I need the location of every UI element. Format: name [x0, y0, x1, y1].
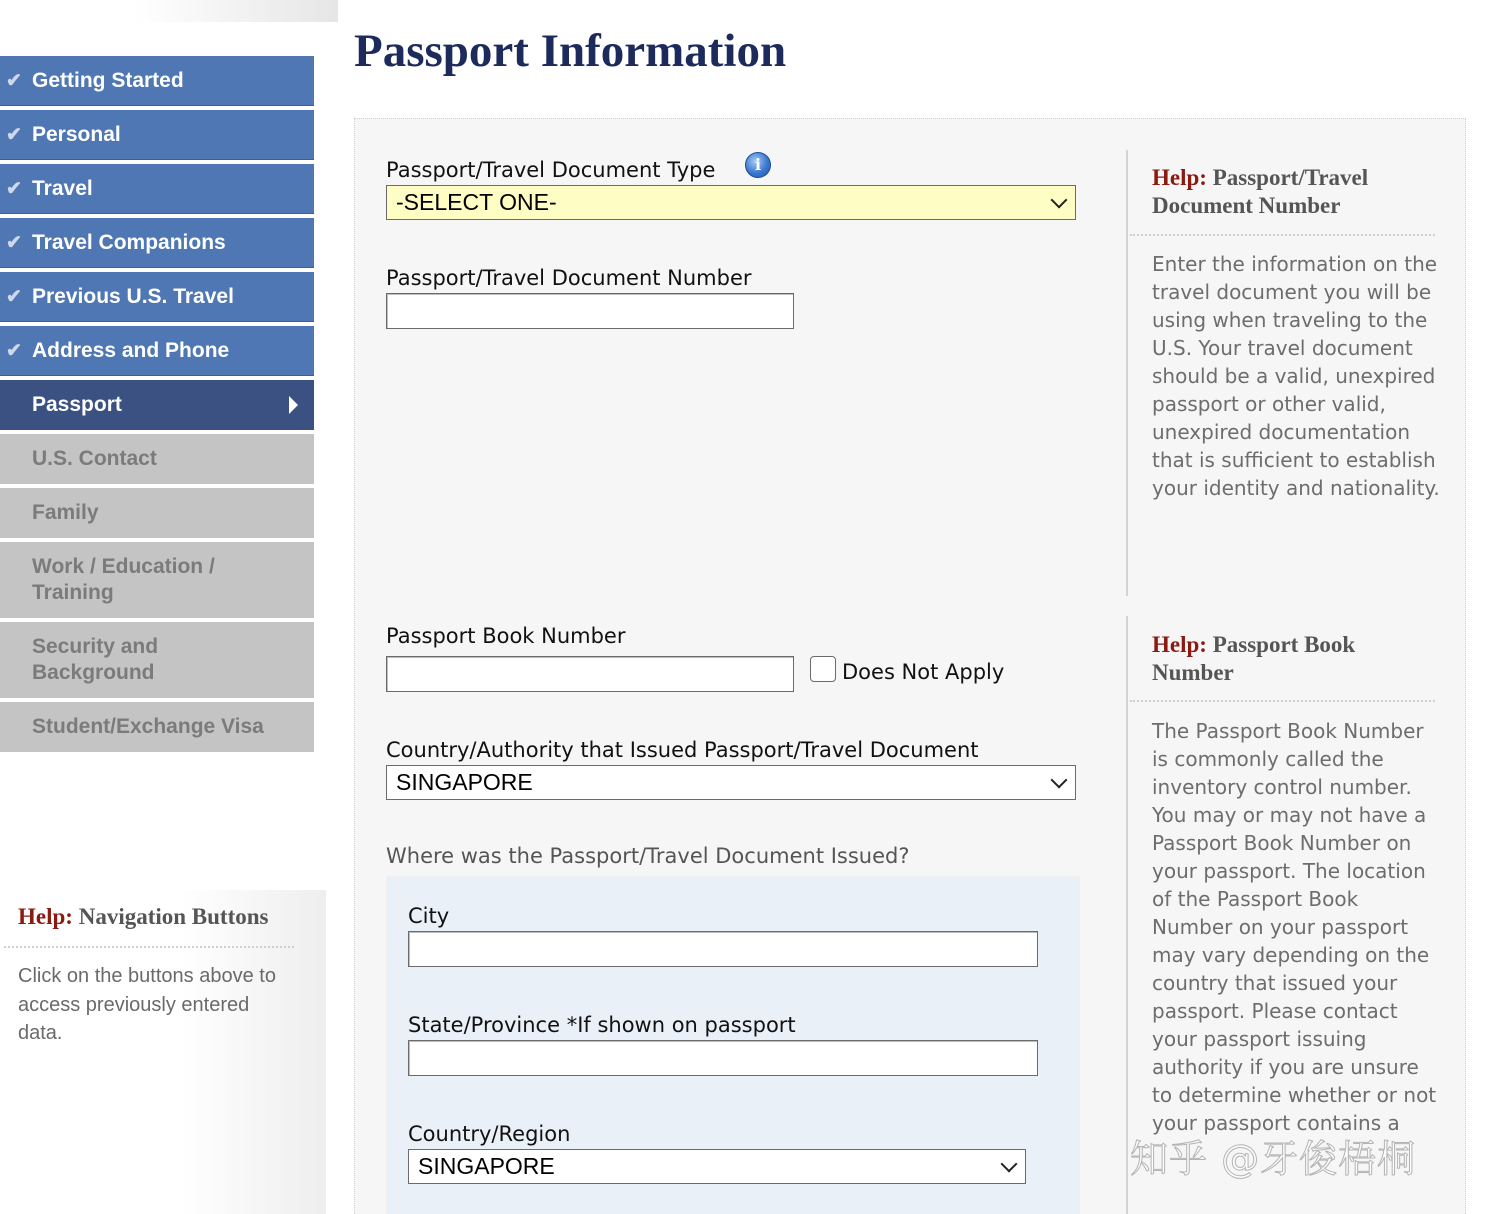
nav-item-work-education-training[interactable]	[0, 542, 314, 618]
check-icon: ✔	[6, 286, 22, 307]
country-region-select[interactable]	[408, 1149, 1026, 1184]
help-prefix: Help:	[18, 904, 73, 929]
doc-type-label: Passport/Travel Document Type	[386, 158, 716, 182]
divider	[4, 946, 294, 948]
issuing-country-select[interactable]	[386, 765, 1076, 800]
help-title-doc-number	[1152, 164, 1442, 220]
nav-help-title	[18, 904, 269, 930]
nav-item-student-exchange-visa[interactable]	[0, 702, 314, 752]
check-icon: ✔	[6, 70, 22, 91]
nav-item-label: Work / Education / Training	[32, 555, 215, 604]
doc-type-value: -SELECT ONE-	[396, 189, 557, 215]
divider	[1130, 234, 1435, 236]
nav-item-label: Family	[32, 501, 99, 524]
help-heading: Passport/Travel Document Number	[1152, 165, 1369, 218]
nav-item-security-background[interactable]	[0, 622, 314, 698]
nav-item-passport[interactable]	[0, 380, 314, 430]
page-title: Passport Information	[354, 25, 787, 77]
nav-help-heading: Navigation Buttons	[78, 904, 269, 929]
nav-item-label: Travel	[32, 176, 93, 200]
nav-item-label: Getting Started	[32, 68, 184, 92]
city-input[interactable]	[408, 931, 1038, 967]
nav-item-label: Passport	[32, 393, 122, 416]
nav-item-personal[interactable]	[0, 110, 314, 160]
does-not-apply-label: Does Not Apply	[842, 660, 1005, 684]
help-text-doc-number: Enter the information on the travel document you will be using when traveling to the U.S. Your travel document should be a valid, unexpired passport or other valid, unexpired documentation that is sufficient to establish your identity and nationality.	[1152, 252, 1440, 500]
city-label: City	[408, 904, 450, 928]
doc-type-select[interactable]	[386, 185, 1076, 220]
nav-item-label: Address and Phone	[32, 338, 230, 362]
chevron-down-icon	[1051, 191, 1068, 208]
nav-item-label: Previous U.S. Travel	[32, 284, 234, 308]
chevron-down-icon	[1001, 1155, 1018, 1172]
help-title-book-number	[1152, 631, 1442, 687]
arrow-right-icon	[289, 396, 298, 414]
check-icon: ✔	[6, 178, 22, 199]
issuing-country-value: SINGAPORE	[396, 769, 533, 795]
nav-item-getting-started[interactable]	[0, 56, 314, 106]
nav-item-travel[interactable]	[0, 164, 314, 214]
nav-item-previous-us-travel[interactable]	[0, 272, 314, 322]
nav-item-label: Security and Background	[32, 635, 159, 684]
country-region-label: Country/Region	[408, 1122, 571, 1146]
nav-item-label: Personal	[32, 122, 121, 146]
nav-item-family[interactable]	[0, 488, 314, 538]
check-icon: ✔	[6, 340, 22, 361]
nav-item-us-contact[interactable]	[0, 434, 314, 484]
check-icon: ✔	[6, 232, 22, 253]
nav-item-label: Student/Exchange Visa	[32, 715, 264, 738]
issuing-country-label: Country/Authority that Issued Passport/Travel Document	[386, 738, 979, 762]
help-text-book-number: The Passport Book Number is commonly called the inventory control number. You may or may not have a Passport Book Number on your passport. The location of the Passport Book Number on your passport may vary depending on the country that issued your passport. Please contact your passport issuing authority if you are unsure to determine whether or not your passport contains a	[1152, 719, 1437, 1135]
info-icon[interactable]: i	[745, 152, 771, 178]
state-province-label: State/Province *If shown on passport	[408, 1013, 796, 1037]
book-number-input[interactable]	[386, 656, 794, 692]
nav-item-label: U.S. Contact	[32, 447, 157, 470]
nav-item-travel-companions[interactable]	[0, 218, 314, 268]
doc-number-input[interactable]	[386, 293, 794, 329]
check-icon: ✔	[6, 124, 22, 145]
nav-item-label: Travel Companions	[32, 230, 226, 254]
help-prefix: Help:	[1152, 632, 1207, 657]
divider	[1130, 700, 1435, 702]
country-region-value: SINGAPORE	[418, 1153, 555, 1179]
help-separator	[1126, 616, 1128, 1214]
watermark: 知乎 @牙俊梧桐	[1130, 1137, 1417, 1181]
issued-where-question: Where was the Passport/Travel Document Issued?	[386, 844, 910, 868]
nav-item-address-and-phone[interactable]	[0, 326, 314, 376]
help-prefix: Help:	[1152, 165, 1207, 190]
chevron-down-icon	[1051, 771, 1068, 788]
nav-help-text: Click on the buttons above to access previously entered data.	[18, 965, 276, 1044]
nav-help-panel	[0, 890, 326, 1214]
help-heading: Passport Book Number	[1152, 632, 1356, 685]
does-not-apply-checkbox[interactable]	[810, 656, 836, 682]
top-decor-strip	[0, 0, 338, 22]
book-number-label: Passport Book Number	[386, 624, 626, 648]
state-province-input[interactable]	[408, 1040, 1038, 1076]
doc-number-label: Passport/Travel Document Number	[386, 266, 752, 290]
sidebar-nav	[0, 56, 314, 756]
help-separator	[1126, 150, 1128, 596]
